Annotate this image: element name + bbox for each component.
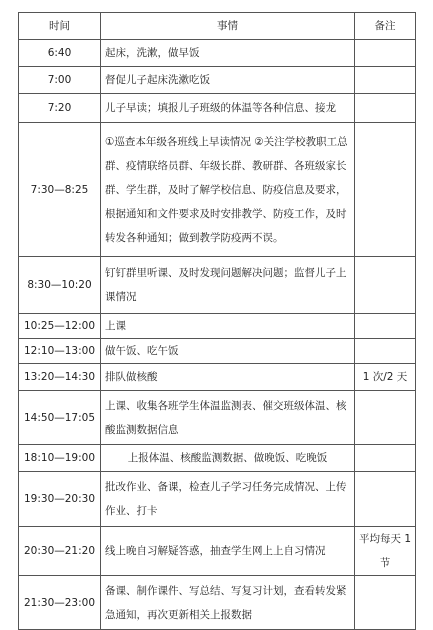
row-task: 起床，洗漱，做早饭 (101, 40, 355, 67)
row-time: 7:20 (19, 94, 101, 123)
row-note (355, 123, 416, 257)
row-task: 批改作业、备课，检查儿子学习任务完成情况、上传作业、打卡 (101, 472, 355, 527)
row-task: 儿子早读；填报儿子班级的体温等各种信息、接龙 (101, 94, 355, 123)
row-time: 20:30—21:20 (19, 527, 101, 576)
row-time: 12:10—13:00 (19, 339, 101, 364)
table-row (19, 123, 416, 257)
row-task: 上报体温、核酸监测数据、做晚饭、吃晚饭 (101, 445, 355, 472)
table-row (19, 40, 416, 67)
row-note (355, 445, 416, 472)
row-time: 13:20—14:30 (19, 364, 101, 391)
row-task: 排队做核酸 (101, 364, 355, 391)
header-task: 事情 (101, 13, 355, 40)
row-note (355, 94, 416, 123)
row-task: 钉钉群里听课、及时发现问题解决问题；监督儿子上课情况 (101, 257, 355, 314)
row-time: 10:25—12:00 (19, 314, 101, 339)
row-time: 14:50—17:05 (19, 391, 101, 445)
row-note (355, 40, 416, 67)
table-row (19, 364, 416, 391)
table-row (19, 67, 416, 94)
row-time: 6:40 (19, 40, 101, 67)
row-note: 1 次/2 天 (355, 364, 416, 391)
header-time: 时间 (19, 13, 101, 40)
row-time: 7:30—8:25 (19, 123, 101, 257)
row-time: 7:00 (19, 67, 101, 94)
schedule-table (18, 12, 416, 630)
row-task: 督促儿子起床洗漱吃饭 (101, 67, 355, 94)
row-task: 上课、收集各班学生体温监测表、催交班级体温、核酸监测数据信息 (101, 391, 355, 445)
row-note (355, 339, 416, 364)
row-task: 上课 (101, 314, 355, 339)
schedule-page (18, 12, 415, 630)
table-row (19, 257, 416, 314)
row-task: ①巡查本年级各班线上早读情况 ②关注学校教职工总群、疫情联络员群、年级长群、教研群、各班级家长群、学生群，及时了解学校信息、防疫信息及要求，根据通知和文件要求及时安排教学、防疫工作，及时转发各种通知；做到教学防疫两不误。 (101, 123, 355, 257)
header-note: 备注 (355, 13, 416, 40)
table-row (19, 445, 416, 472)
table-row (19, 314, 416, 339)
row-time: 19:30—20:30 (19, 472, 101, 527)
table-row (19, 94, 416, 123)
row-note (355, 314, 416, 339)
row-note: 平均每天 1 节 (355, 527, 416, 576)
row-note (355, 257, 416, 314)
table-row (19, 391, 416, 445)
row-time: 21:30—23:00 (19, 576, 101, 630)
row-note (355, 67, 416, 94)
table-row (19, 576, 416, 630)
table-row (19, 527, 416, 576)
table-row (19, 472, 416, 527)
row-task: 线上晚自习解疑答惑，抽查学生网上上自习情况 (101, 527, 355, 576)
row-task: 做午饭、吃午饭 (101, 339, 355, 364)
table-header-row (19, 13, 416, 40)
row-note (355, 391, 416, 445)
row-note (355, 576, 416, 630)
row-time: 8:30—10:20 (19, 257, 101, 314)
row-time: 18:10—19:00 (19, 445, 101, 472)
table-row (19, 339, 416, 364)
row-note (355, 472, 416, 527)
row-task: 备课、制作课件、写总结、写复习计划，查看转发紧急通知，再次更新相关上报数据 (101, 576, 355, 630)
